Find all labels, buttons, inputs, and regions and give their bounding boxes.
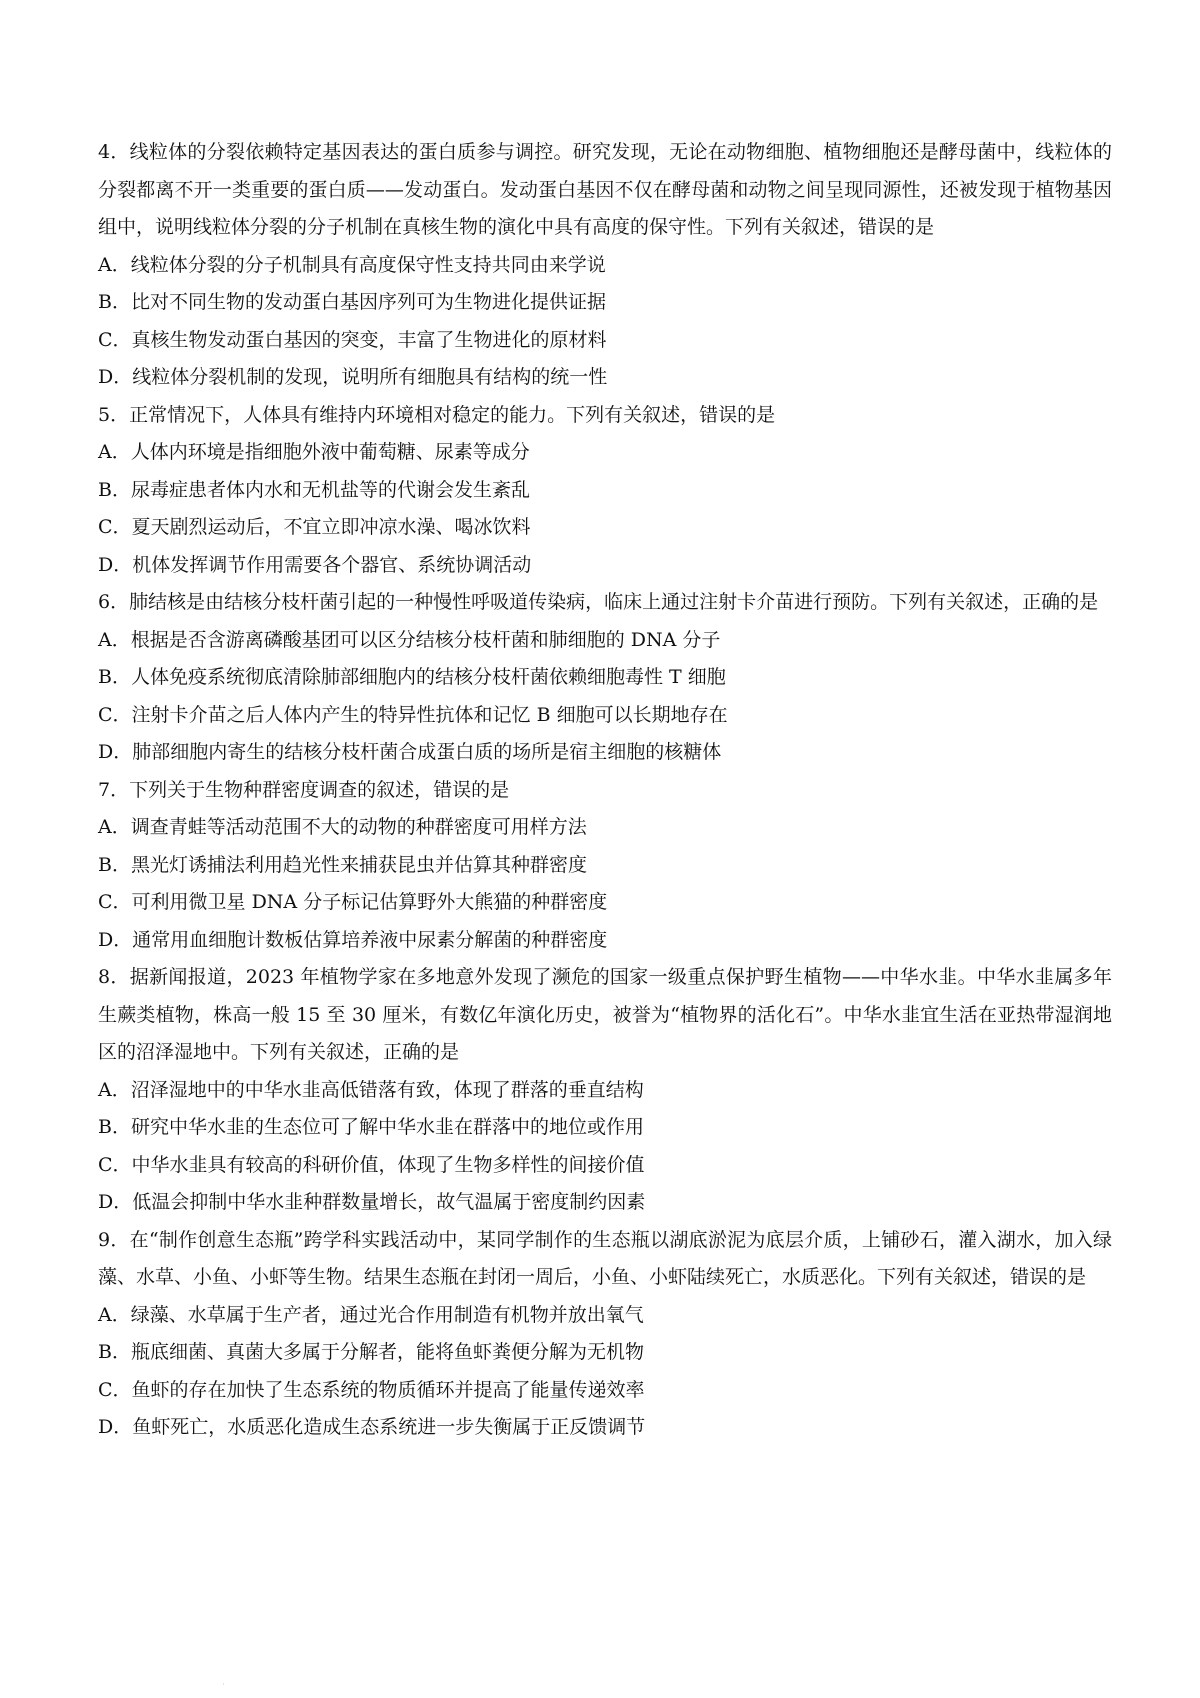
option-c: C．夏天剧烈运动后，不宜立即冲凉水澡、喝冰饮料 [98,516,531,538]
option-b: B．人体免疫系统彻底清除肺部细胞内的结核分枝杆菌依赖细胞毒性 T 细胞 [98,666,726,688]
question-stem: 7．下列关于生物种群密度调查的叙述，错误的是 [98,778,510,801]
option-d: D．通常用血细胞计数板估算培养液中尿素分解菌的种群密度 [98,928,608,951]
question-stem: 4．线粒体的分裂依赖特定基因表达的蛋白质参与调控。研究发现，无论在动物细胞、植物细胞还是酵母菌中，线粒体的分裂都离不开一类重要的蛋白质——发动蛋白。发动蛋白基因不仅在酵母菌和动物之间呈现同源性，还被发现于植物基因组中，说明线粒体分裂的分子机制在真核生物的演化中具有高度的保守性。下列有关叙述，错误的是 [98,141,1112,238]
question-9 [98,1222,1112,1447]
option-b: B．瓶底细菌、真菌大多属于分解者，能将鱼虾粪便分解为无机物 [98,1341,644,1363]
option-b: B．黑光灯诱捕法利用趋光性来捕获昆虫并估算其种群密度 [98,853,587,876]
question-stem: 5．正常情况下，人体具有维持内环境相对稳定的能力。下列有关叙述，错误的是 [98,403,776,426]
option-d: D．低温会抑制中华水韭种群数量增长，故气温属于密度制约因素 [98,1191,646,1213]
option-c: C．真核生物发动蛋白基因的突变，丰富了生物进化的原材料 [98,328,607,351]
option-b: B．比对不同生物的发动蛋白基因序列可为生物进化提供证据 [98,291,606,313]
question-4 [98,134,1112,397]
option-c: C．鱼虾的存在加快了生态系统的物质循环并提高了能量传递效率 [98,1378,645,1401]
option-a: A．沼泽湿地中的中华水韭高低错落有致，体现了群落的垂直结构 [98,1078,644,1101]
question-7 [98,772,1112,960]
question-6 [98,584,1112,772]
option-c: C．中华水韭具有较高的科研价值，体现了生物多样性的间接价值 [98,1153,645,1176]
page-footer-mark: · [222,1680,225,1690]
option-d: D．线粒体分裂机制的发现，说明所有细胞具有结构的统一性 [98,366,608,388]
question-stem: 6．肺结核是由结核分枝杆菌引起的一种慢性呼吸道传染病，临床上通过注射卡介苗进行预防。下列有关叙述，正确的是 [98,591,1099,613]
option-c: C．注射卡介苗之后人体内产生的特异性抗体和记忆 B 细胞可以长期地存在 [98,703,728,726]
option-b: B．尿毒症患者体内水和无机盐等的代谢会发生紊乱 [98,478,530,501]
option-d: D．机体发挥调节作用需要各个器官、系统协调活动 [98,553,532,576]
option-a: A．绿藻、水草属于生产者，通过光合作用制造有机物并放出氧气 [98,1303,644,1326]
option-d: D．肺部细胞内寄生的结核分枝杆菌合成蛋白质的场所是宿主细胞的核糖体 [98,741,722,763]
option-d: D．鱼虾死亡，水质恶化造成生态系统进一步失衡属于正反馈调节 [98,1416,646,1438]
question-stem: 8．据新闻报道，2023 年植物学家在多地意外发现了濒危的国家一级重点保护野生植物——中华水韭。中华水韭属多年生蕨类植物，株高一般 15 至 30 厘米，有数亿年演化历史，被誉为“植物界的活化石”。中华水韭宜生活在亚热带湿润地区的沼泽湿地中。下列有关叙述，正确的是 [98,966,1112,1063]
option-a: A．调查青蛙等活动范围不大的动物的种群密度可用样方法 [98,816,587,838]
option-a: A．人体内环境是指细胞外液中葡萄糖、尿素等成分 [98,441,530,463]
question-5 [98,397,1112,585]
option-c: C．可利用微卫星 DNA 分子标记估算野外大熊猫的种群密度 [98,891,608,913]
question-8 [98,959,1112,1222]
option-a: A．根据是否含游离磷酸基团可以区分结核分枝杆菌和肺细胞的 DNA 分子 [98,628,721,651]
question-stem: 9．在“制作创意生态瓶”跨学科实践活动中，某同学制作的生态瓶以湖底淤泥为底层介质，上铺砂石，灌入湖水，加入绿藻、水草、小鱼、小虾等生物。结果生态瓶在封闭一周后，小鱼、小虾陆续死亡，水质恶化。下列有关叙述，错误的是 [98,1228,1112,1288]
option-b: B．研究中华水韭的生态位可了解中华水韭在群落中的地位或作用 [98,1116,644,1138]
option-a: A．线粒体分裂的分子机制具有高度保守性支持共同由来学说 [98,253,606,276]
exam-page [98,134,1112,1447]
